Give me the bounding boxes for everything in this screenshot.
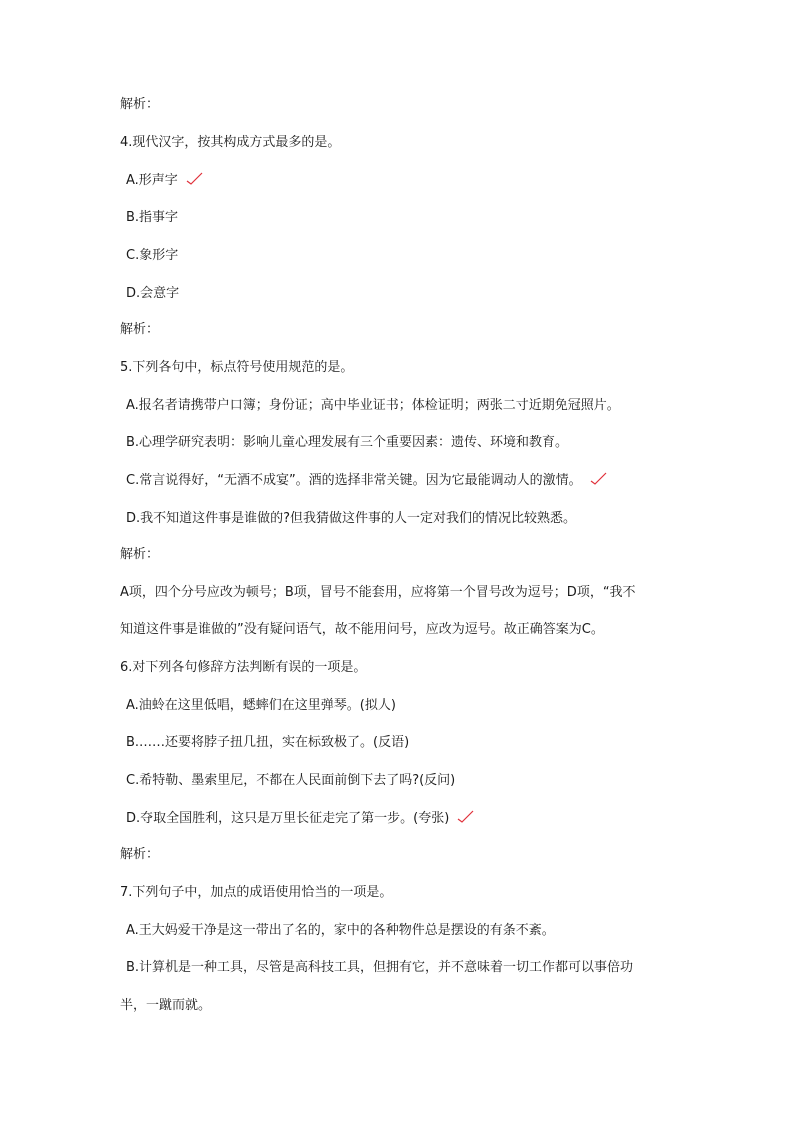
analysis-label: 解析： — [120, 97, 160, 112]
question-5-explanation-line-2: 知道这件事是谁做的”没有疑问语气，故不能用问号，应改为逗号。故正确答案为C。 — [120, 622, 604, 637]
question-5-stem: 5.下列各句中，标点符号使用规范的是。 — [120, 360, 354, 375]
question-6-option-d — [126, 810, 475, 828]
question-6-stem: 6.对下列各句修辞方法判断有误的一项是。 — [120, 660, 367, 675]
question-7-option-b-continuation: 半，一蹴而就。 — [120, 998, 212, 1013]
question-5-option-b: B.心理学研究表明：影响儿童心理发展有三个重要因素：遗传、环境和教育。 — [126, 435, 569, 450]
question-7-option-b: B.计算机是一种工具，尽管是高科技工具，但拥有它，并不意味着一切工作都可以事倍功 — [126, 960, 634, 975]
analysis-label: 解析： — [120, 547, 160, 562]
question-6-option-a: A.油蛉在这里低唱，蟋蟀们在这里弹琴。(拟人) — [126, 698, 396, 713]
question-5-option-a: A.报名者请携带户口簿；身份证；高中毕业证书；体检证明；两张二寸近期免冠照片。 — [126, 398, 620, 413]
option-text: A.形声字 — [126, 173, 178, 188]
option-text: D.夺取全国胜利，这只是万里长征走完了第一步。(夸张) — [126, 811, 450, 826]
question-5-explanation-line-1: A项，四个分号应改为顿号；B项，冒号不能套用，应将第一个冒号改为逗号；D项，“我不 — [120, 585, 636, 600]
check-mark-icon — [457, 810, 475, 824]
option-text: C.常言说得好，“无酒不成宴”。酒的选择非常关键。因为它最能调动人的激情。 — [126, 473, 582, 488]
question-5-option-c — [126, 472, 608, 490]
check-mark-icon — [186, 172, 204, 186]
question-5-option-d: D.我不知道这件事是谁做的?但我猜做这件事的人一定对我们的情况比较熟悉。 — [126, 511, 577, 526]
analysis-label: 解析： — [120, 847, 160, 862]
question-7-option-a: A.王大妈爱干净是这一带出了名的，家中的各种物件总是摆设的有条不紊。 — [126, 923, 555, 938]
question-6-option-c: C.希特勒、墨索里尼，不都在人民面前倒下去了吗?(反问) — [126, 773, 456, 788]
check-mark-icon — [590, 472, 608, 486]
question-4-option-a — [126, 172, 204, 190]
question-7-stem: 7.下列句子中，加点的成语使用恰当的一项是。 — [120, 885, 393, 900]
question-4-option-b: B.指事字 — [126, 210, 179, 225]
question-4-option-c: C.象形字 — [126, 248, 179, 263]
question-4-option-d: D.会意字 — [126, 286, 180, 301]
question-6-option-b: B.……还要将脖子扭几扭，实在标致极了。(反语) — [126, 735, 410, 750]
question-4-stem: 4.现代汉字，按其构成方式最多的是。 — [120, 135, 341, 150]
analysis-label: 解析： — [120, 322, 160, 337]
